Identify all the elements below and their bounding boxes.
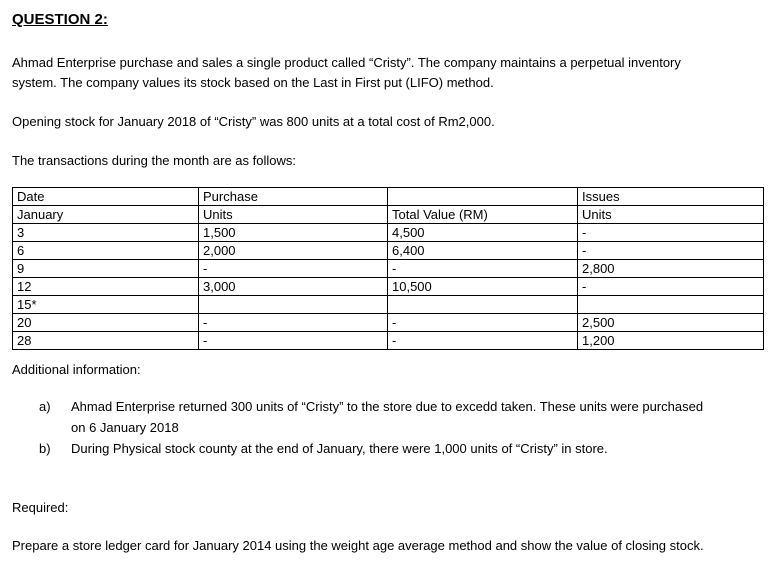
transactions-intro: The transactions during the month are as follows: (12, 153, 296, 168)
table-cell: 12 (13, 278, 199, 296)
table-cell: 2,800 (578, 260, 764, 278)
table-cell: 28 (13, 332, 199, 350)
table-cell: 9 (13, 260, 199, 278)
intro-line-2: system. The company values its stock based on the Last in First put (LIFO) method. (12, 75, 494, 90)
table-row (13, 242, 764, 260)
table-cell: - (578, 278, 764, 296)
table-cell: - (388, 314, 578, 332)
list-item-text: During Physical stock county at the end of January, there were 1,000 units of “Cristy” in store. (71, 441, 608, 456)
table-cell: 3,000 (199, 278, 388, 296)
table-row (13, 260, 764, 278)
question-title: QUESTION 2: (12, 11, 108, 28)
table-cell: 10,500 (388, 278, 578, 296)
table-cell: 6,400 (388, 242, 578, 260)
table-cell: 15* (13, 296, 199, 314)
table-cell: - (388, 260, 578, 278)
header-cell (388, 188, 578, 206)
table-row (13, 314, 764, 332)
table-row (13, 332, 764, 350)
list-item-text: Ahmad Enterprise returned 300 units of “Cristy” to the store due to excedd taken. These units were purchased (71, 399, 704, 414)
header-cell: Date (13, 188, 199, 206)
table-cell (578, 296, 764, 314)
table-row (13, 224, 764, 242)
table-cell: - (388, 332, 578, 350)
additional-info-heading: Additional information: (12, 362, 141, 377)
header-cell: Units (199, 206, 388, 224)
list-item-b (39, 439, 608, 459)
list-item-a (39, 397, 703, 417)
header-cell: Issues (578, 188, 764, 206)
header-cell: Purchase (199, 188, 388, 206)
table-cell: 2,000 (199, 242, 388, 260)
table-cell (388, 296, 578, 314)
table-cell: - (199, 332, 388, 350)
table-cell: 2,500 (578, 314, 764, 332)
table-row (13, 278, 764, 296)
table-cell: - (199, 260, 388, 278)
table-cell: 1,200 (578, 332, 764, 350)
table-subheader-row (13, 206, 764, 224)
opening-stock-text: Opening stock for January 2018 of “Cristy” was 800 units at a total cost of Rm2,000. (12, 114, 495, 129)
header-cell: Units (578, 206, 764, 224)
intro-line-1: Ahmad Enterprise purchase and sales a single product called “Cristy”. The company maintains a perpetual inventory (12, 55, 681, 70)
table-cell: - (578, 242, 764, 260)
list-item-label: a) (39, 399, 51, 414)
table-cell: 3 (13, 224, 199, 242)
table-cell: 20 (13, 314, 199, 332)
required-heading: Required: (12, 500, 69, 515)
list-item-a-continued: on 6 January 2018 (71, 420, 179, 435)
list-item-label: b) (39, 441, 51, 456)
task-text: Prepare a store ledger card for January 2014 using the weight age average method and show the value of closing stock. (12, 538, 704, 553)
table-row (13, 296, 764, 314)
table-cell: - (199, 314, 388, 332)
table-cell: - (578, 224, 764, 242)
table-cell: 6 (13, 242, 199, 260)
transactions-table (12, 187, 764, 350)
header-cell: Total Value (RM) (388, 206, 578, 224)
header-cell: January (13, 206, 199, 224)
table-header-row (13, 188, 764, 206)
table-cell: 4,500 (388, 224, 578, 242)
table-cell: 1,500 (199, 224, 388, 242)
table-cell (199, 296, 388, 314)
